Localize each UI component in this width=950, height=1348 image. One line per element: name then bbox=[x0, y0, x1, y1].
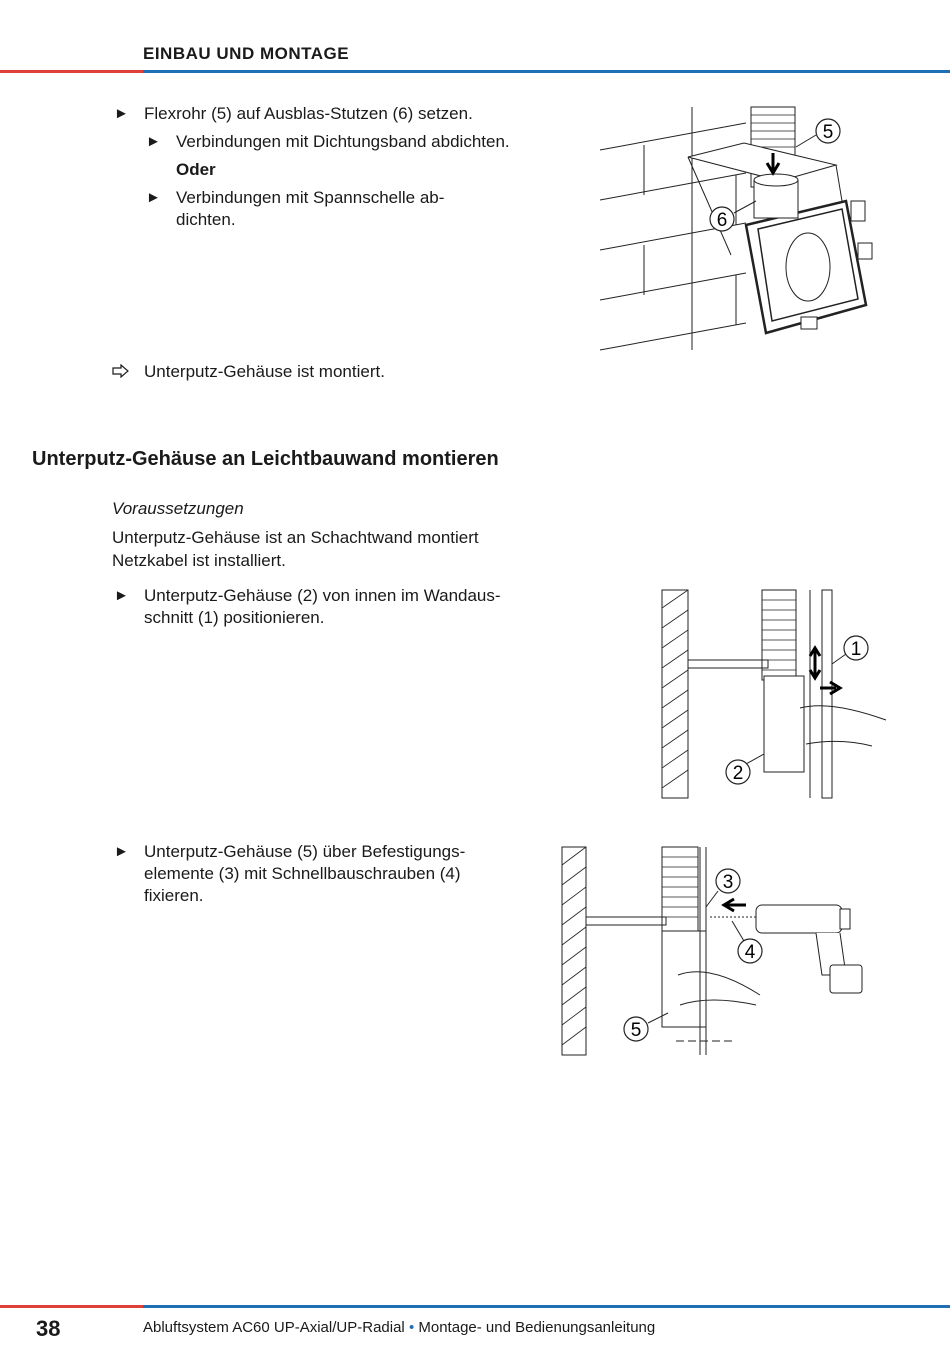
step-fixieren bbox=[144, 841, 465, 907]
step-spannschelle-line2: dichten. bbox=[176, 210, 236, 229]
step-bullet-icon: ► bbox=[146, 133, 161, 150]
step-positionieren-line1: Unterputz-Gehäuse (2) von innen im Wandaus- bbox=[144, 586, 501, 605]
page-number: 38 bbox=[36, 1316, 61, 1341]
step-bullet-icon: ► bbox=[114, 587, 129, 604]
section-heading-leichtbauwand: Unterputz-Gehäuse an Leichtbauwand montieren bbox=[32, 448, 499, 470]
figure3-label-3: 3 bbox=[722, 872, 734, 893]
step-spannschelle-line1: Verbindungen mit Spannschelle ab- bbox=[176, 188, 445, 207]
step-bullet-icon: ► bbox=[146, 189, 161, 206]
step-fixieren-line1: Unterputz-Gehäuse (5) über Befestigungs- bbox=[144, 842, 466, 861]
step-fixieren-line3: fixieren. bbox=[144, 886, 204, 905]
step-positionieren bbox=[144, 585, 501, 629]
step-bullet-icon: ► bbox=[114, 105, 129, 122]
figure1-label-6: 6 bbox=[716, 210, 728, 231]
step-positionieren-line2: schnitt (1) positionieren. bbox=[144, 608, 325, 627]
figure3-label-4: 4 bbox=[744, 942, 756, 963]
figure-screw-fixing-illustration bbox=[560, 845, 880, 1057]
step-spannschelle bbox=[176, 187, 444, 231]
figure3-label-5: 5 bbox=[630, 1020, 642, 1041]
footer-title: Abluftsystem AC60 UP-Axial/UP-Radial bbox=[143, 1319, 405, 1336]
step-dichtungsband: Verbindungen mit Dichtungsband abdichten. bbox=[176, 132, 510, 151]
footer-rule-blue bbox=[143, 1305, 950, 1308]
result-montiert: Unterputz-Gehäuse ist montiert. bbox=[144, 362, 385, 381]
header-rule-red bbox=[0, 70, 143, 73]
oder-label: Oder bbox=[176, 160, 216, 179]
figure2-label-1: 1 bbox=[850, 639, 862, 660]
step-bullet-icon: ► bbox=[114, 843, 129, 860]
footer-rule-red bbox=[0, 1305, 143, 1308]
page-header-title: EINBAU UND MONTAGE bbox=[143, 44, 350, 63]
footer-doc-title bbox=[143, 1319, 655, 1337]
prereq-netzkabel: Netzkabel ist installiert. bbox=[112, 551, 286, 570]
footer-subtitle: Montage- und Bedienungsanleitung bbox=[418, 1319, 656, 1336]
outline-right-arrow-icon bbox=[112, 364, 130, 378]
header-rule-blue bbox=[143, 70, 950, 73]
prereq-schachtwand: Unterputz-Gehäuse ist an Schachtwand montiert bbox=[112, 528, 479, 547]
step-fixieren-line2: elemente (3) mit Schnellbauschrauben (4) bbox=[144, 864, 461, 883]
figure1-label-5: 5 bbox=[822, 122, 834, 143]
step-flexrohr: Flexrohr (5) auf Ausblas-Stutzen (6) setzen. bbox=[144, 104, 473, 123]
figure-position-housing-illustration bbox=[660, 588, 890, 800]
figure2-label-2: 2 bbox=[732, 763, 744, 784]
prereq-title: Voraussetzungen bbox=[112, 499, 244, 518]
footer-separator: • bbox=[408, 1319, 415, 1336]
figure-flexrohr-illustration bbox=[596, 105, 886, 355]
